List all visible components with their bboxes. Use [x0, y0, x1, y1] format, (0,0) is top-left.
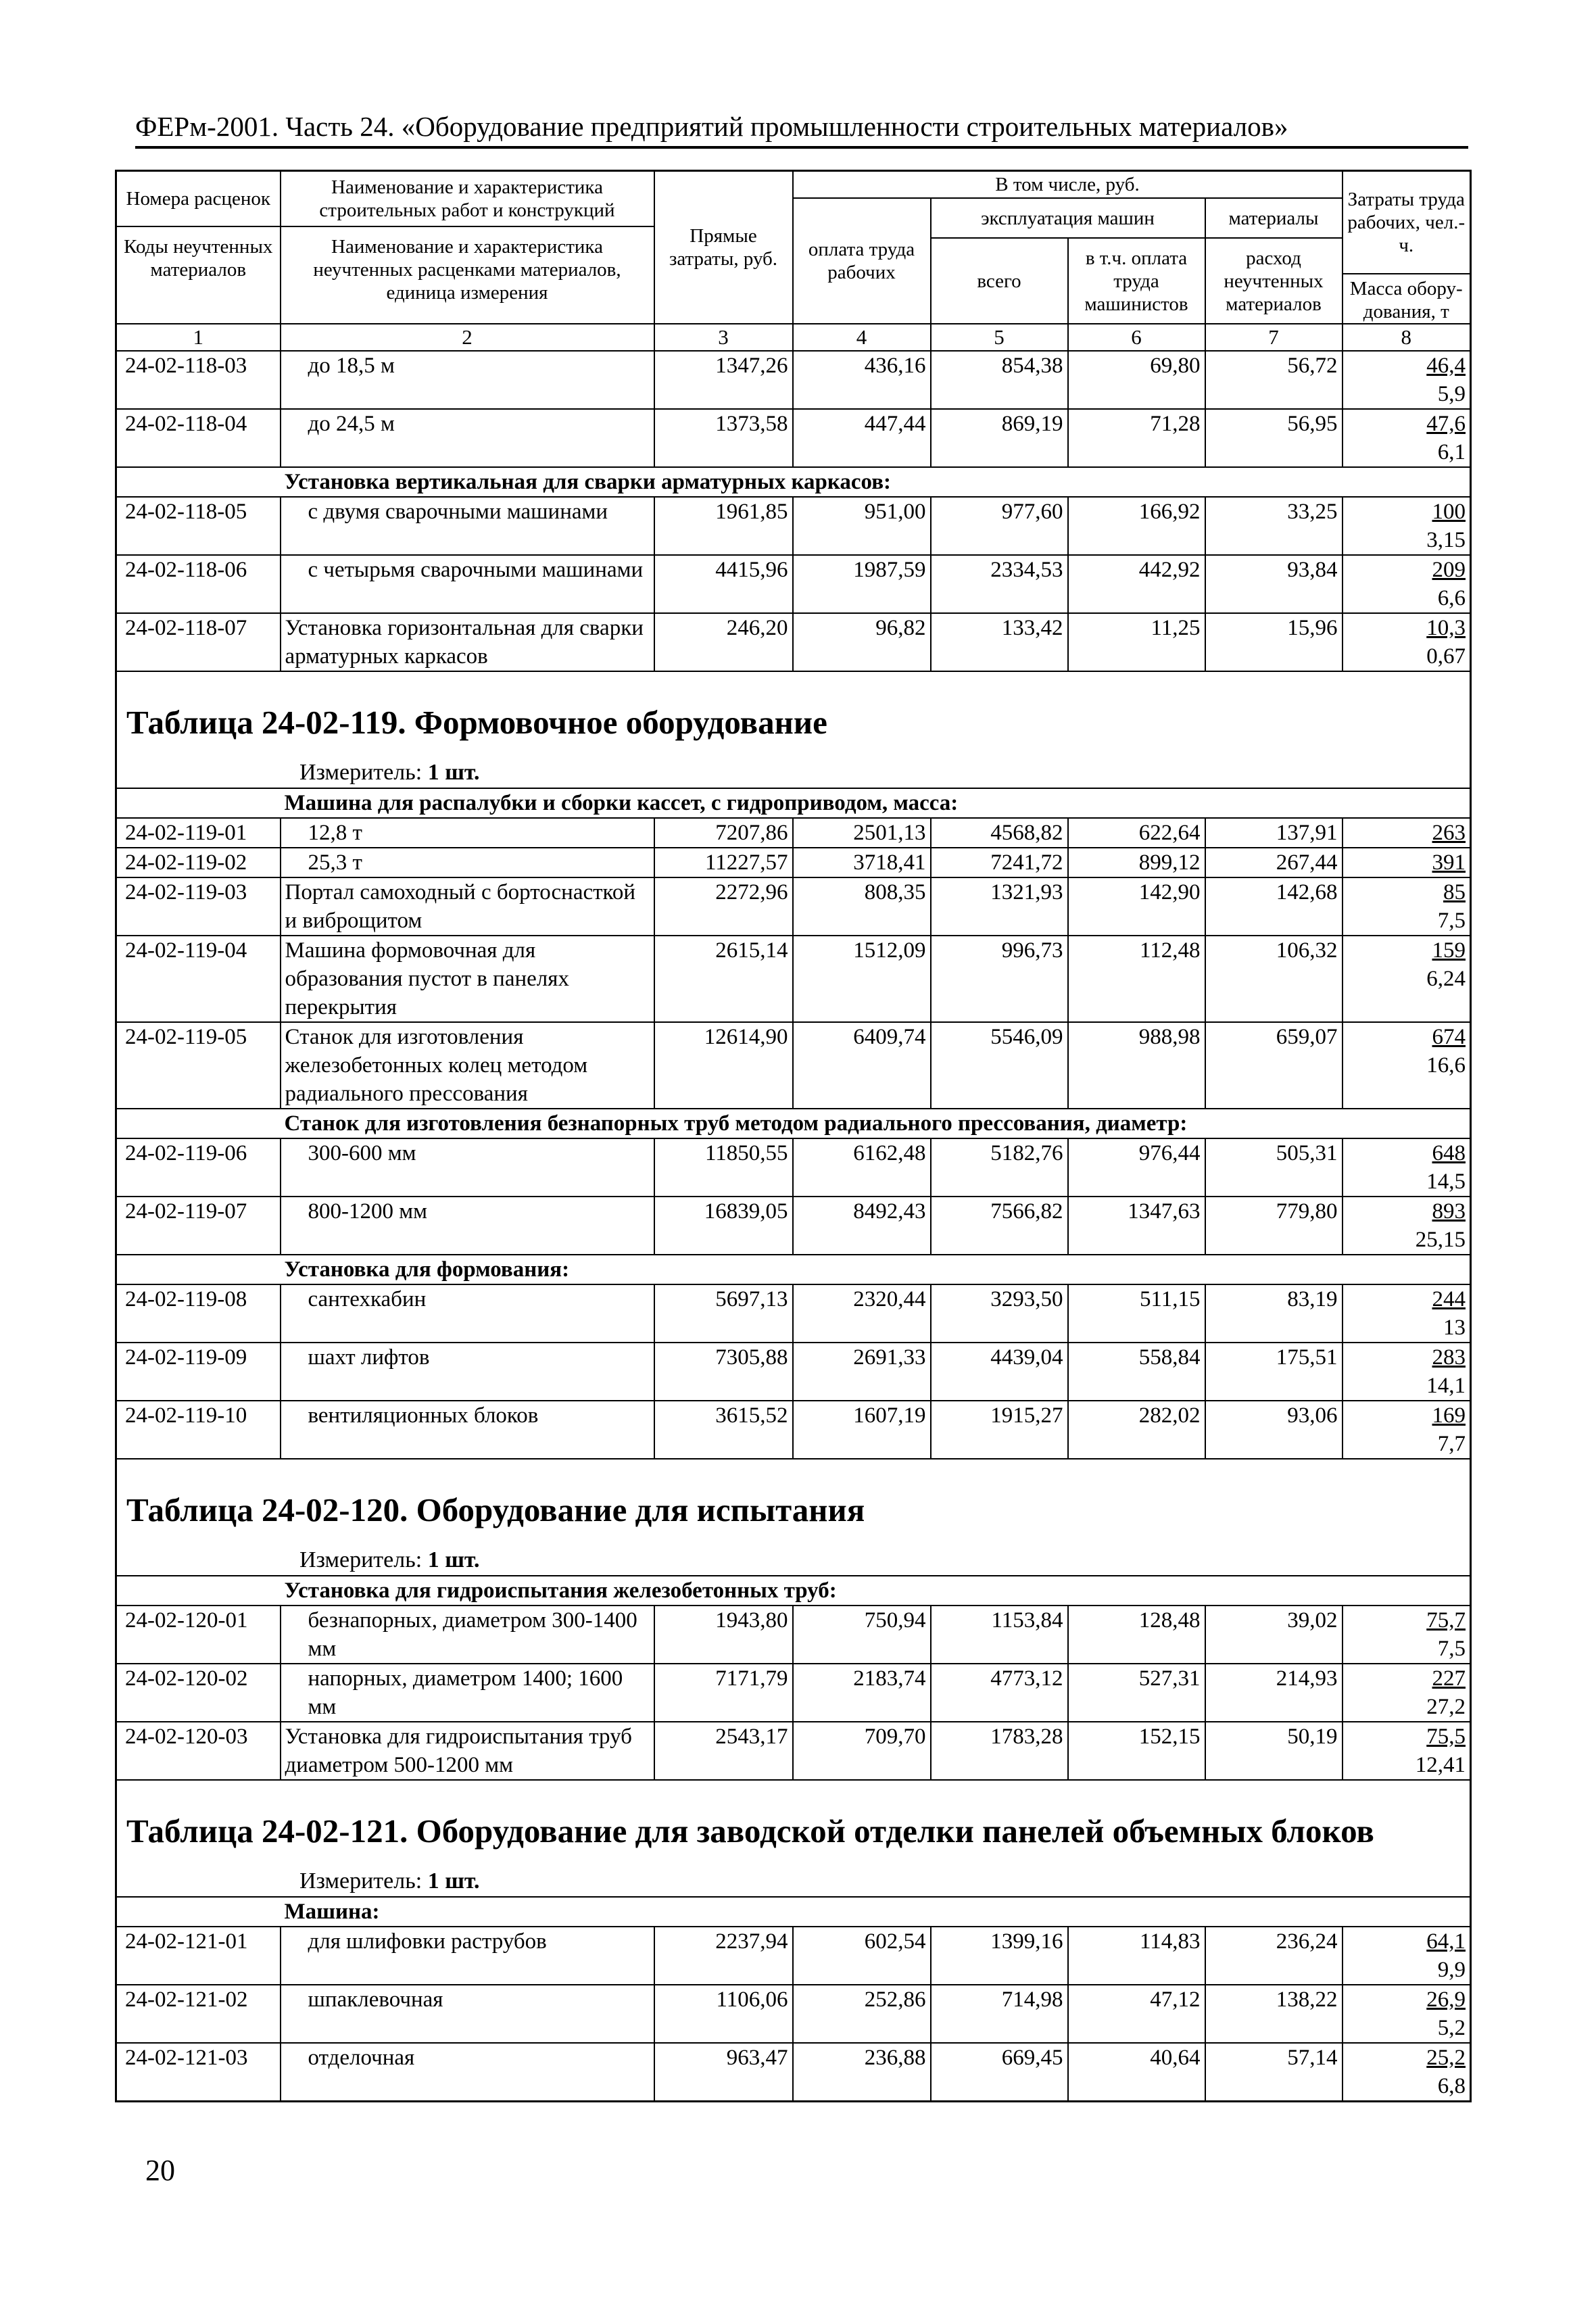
work-name: Машина формовочная для образования пустот в панелях перекрытия — [281, 936, 654, 1022]
col-num-8: 8 — [1343, 324, 1471, 351]
table-row — [116, 1022, 1471, 1109]
col8-bottom: Масса обору-дования, т — [1349, 278, 1463, 322]
labor-pay: 447,44 — [793, 409, 931, 467]
unit-cell — [116, 1865, 1471, 1897]
rate-code: 24-02-119-08 — [116, 1284, 281, 1343]
col2-header — [281, 171, 654, 324]
section-title: Машина для распалубки и сборки кассет, с гидроприводом, масса: — [281, 788, 1471, 818]
rate-code: 24-02-119-01 — [116, 818, 281, 848]
materials-cost: 505,31 — [1205, 1138, 1343, 1197]
machines-total: 1915,27 — [931, 1401, 1068, 1459]
labor-pay: 3718,41 — [793, 848, 931, 877]
machines-pay-header: в т.ч. оплата труда машинистов — [1068, 238, 1205, 324]
direct-cost: 2543,17 — [654, 1722, 793, 1780]
machines-pay: 511,15 — [1068, 1284, 1205, 1343]
labor-and-mass — [1343, 877, 1471, 936]
rate-code: 24-02-119-10 — [116, 1401, 281, 1459]
col1-top: Номера расценок — [117, 172, 280, 227]
machines-header: эксплуатация машин — [931, 198, 1205, 238]
direct-cost: 1347,26 — [654, 351, 793, 409]
machines-pay: 976,44 — [1068, 1138, 1205, 1197]
equipment-mass: 13 — [1443, 1316, 1466, 1340]
work-name: 12,8 т — [281, 818, 654, 848]
direct-cost: 246,20 — [654, 613, 793, 671]
machines-pay: 142,90 — [1068, 877, 1205, 936]
rate-code: 24-02-121-03 — [116, 2043, 281, 2102]
rate-code: 24-02-119-09 — [116, 1343, 281, 1401]
including-header: В том числе, руб. — [793, 171, 1343, 199]
work-name: вентиляционных блоков — [281, 1401, 654, 1459]
work-name: Установка для гидроиспытания труб диаметром 500-1200 мм — [281, 1722, 654, 1780]
work-name: 800-1200 мм — [281, 1197, 654, 1255]
machines-pay: 558,84 — [1068, 1343, 1205, 1401]
column-number-row — [116, 324, 1471, 351]
machines-pay: 1347,63 — [1068, 1197, 1205, 1255]
work-name: отделочная — [281, 2043, 654, 2102]
table-row — [116, 1606, 1471, 1664]
col3-header: Прямые затраты, руб. — [654, 171, 793, 324]
col-num-6: 6 — [1068, 324, 1205, 351]
table-title: Таблица 24-02-121. Оборудование для заводской отделки панелей объемных блоков — [116, 1780, 1471, 1865]
unit-label: Измеритель: — [299, 760, 422, 785]
equipment-mass: 5,2 — [1437, 2016, 1466, 2040]
labor-and-mass — [1343, 1138, 1471, 1197]
section-title: Установка для гидроиспытания железобетонных труб: — [281, 1576, 1471, 1606]
labor-hours: 227 — [1432, 1666, 1466, 1691]
unit-row — [116, 1544, 1471, 1576]
labor-and-mass — [1343, 1664, 1471, 1722]
labor-pay: 6162,48 — [793, 1138, 931, 1197]
work-name: до 24,5 м — [281, 409, 654, 467]
rate-code: 24-02-120-02 — [116, 1664, 281, 1722]
labor-and-mass — [1343, 818, 1471, 848]
materials-cost: 93,06 — [1205, 1401, 1343, 1459]
table-row — [116, 1138, 1471, 1197]
labor-pay: 2183,74 — [793, 1664, 931, 1722]
labor-hours: 391 — [1432, 850, 1466, 875]
table-row — [116, 877, 1471, 936]
work-name: с двумя сварочными машинами — [281, 497, 654, 555]
machines-pay: 128,48 — [1068, 1606, 1205, 1664]
machines-total: 7566,82 — [931, 1197, 1068, 1255]
materials-cost: 267,44 — [1205, 848, 1343, 877]
labor-and-mass — [1343, 936, 1471, 1022]
work-name: 25,3 т — [281, 848, 654, 877]
materials-cost: 214,93 — [1205, 1664, 1343, 1722]
col-num-1: 1 — [116, 324, 281, 351]
table-row — [116, 1664, 1471, 1722]
table-row — [116, 1927, 1471, 1985]
unit-value: 1 шт. — [427, 760, 480, 785]
machines-pay: 988,98 — [1068, 1022, 1205, 1109]
table-row — [116, 936, 1471, 1022]
machines-pay: 40,64 — [1068, 2043, 1205, 2102]
table-row — [116, 1343, 1471, 1401]
labor-and-mass — [1343, 497, 1471, 555]
machines-pay: 152,15 — [1068, 1722, 1205, 1780]
table-row — [116, 1197, 1471, 1255]
rate-code: 24-02-120-01 — [116, 1606, 281, 1664]
equipment-mass: 14,1 — [1426, 1374, 1466, 1398]
labor-and-mass — [1343, 1722, 1471, 1780]
work-name: для шлифовки раструбов — [281, 1927, 654, 1985]
machines-total: 669,45 — [931, 2043, 1068, 2102]
page-header: ФЕРм-2001. Часть 24. «Оборудование предприятий промышленности строительных материалов» — [135, 110, 1468, 149]
direct-cost: 12614,90 — [654, 1022, 793, 1109]
machines-total: 4773,12 — [931, 1664, 1068, 1722]
work-name: Установка горизонтальная для сварки арматурных каркасов — [281, 613, 654, 671]
labor-hours: 893 — [1432, 1199, 1466, 1224]
equipment-mass: 7,5 — [1437, 1637, 1466, 1661]
direct-cost: 963,47 — [654, 2043, 793, 2102]
labor-pay: 96,82 — [793, 613, 931, 671]
machines-total: 5546,09 — [931, 1022, 1068, 1109]
equipment-mass: 25,15 — [1415, 1228, 1466, 1252]
col8-header — [1343, 171, 1471, 324]
section-row — [116, 1576, 1471, 1606]
rate-code: 24-02-118-03 — [116, 351, 281, 409]
labor-pay: 6409,74 — [793, 1022, 931, 1109]
machines-total: 4439,04 — [931, 1343, 1068, 1401]
labor-and-mass — [1343, 1606, 1471, 1664]
labor-pay: 1512,09 — [793, 936, 931, 1022]
direct-cost: 1961,85 — [654, 497, 793, 555]
labor-and-mass — [1343, 613, 1471, 671]
direct-cost: 2615,14 — [654, 936, 793, 1022]
machines-pay: 282,02 — [1068, 1401, 1205, 1459]
labor-and-mass — [1343, 351, 1471, 409]
machines-total: 1399,16 — [931, 1927, 1068, 1985]
unit-label: Измеритель: — [299, 1868, 422, 1893]
materials-cost: 56,72 — [1205, 351, 1343, 409]
machines-pay: 114,83 — [1068, 1927, 1205, 1985]
col-num-5: 5 — [931, 324, 1068, 351]
unit-row — [116, 1865, 1471, 1897]
labor-hours: 25,2 — [1426, 2046, 1466, 2070]
work-name: сантехкабин — [281, 1284, 654, 1343]
table-row — [116, 1722, 1471, 1780]
section-title: Установка для формования: — [281, 1255, 1471, 1284]
materials-cost: 50,19 — [1205, 1722, 1343, 1780]
machines-total: 7241,72 — [931, 848, 1068, 877]
section-spacer — [116, 788, 281, 818]
table-title-row — [116, 1780, 1471, 1865]
machines-total: 4568,82 — [931, 818, 1068, 848]
rate-code: 24-02-119-04 — [116, 936, 281, 1022]
work-name: шахт лифтов — [281, 1343, 654, 1401]
equipment-mass: 5,9 — [1437, 382, 1466, 406]
rate-code: 24-02-119-03 — [116, 877, 281, 936]
direct-cost: 11850,55 — [654, 1138, 793, 1197]
materials-cost: 57,14 — [1205, 2043, 1343, 2102]
materials-cost: 106,32 — [1205, 936, 1343, 1022]
section-title: Машина: — [281, 1897, 1471, 1927]
work-name: Портал самоходный с бортоснасткой и виброщитом — [281, 877, 654, 936]
section-row — [116, 467, 1471, 497]
table-row — [116, 818, 1471, 848]
labor-hours: 100 — [1432, 500, 1466, 524]
col-num-4: 4 — [793, 324, 931, 351]
direct-cost: 4415,96 — [654, 555, 793, 613]
equipment-mass: 16,6 — [1426, 1053, 1466, 1078]
machines-total: 854,38 — [931, 351, 1068, 409]
price-table-body — [116, 171, 1471, 2102]
materials-cost: 137,91 — [1205, 818, 1343, 848]
col1-header — [116, 171, 281, 324]
materials-cost: 175,51 — [1205, 1343, 1343, 1401]
equipment-mass: 6,1 — [1437, 440, 1466, 464]
labor-and-mass — [1343, 555, 1471, 613]
direct-cost: 16839,05 — [654, 1197, 793, 1255]
work-name: 300-600 мм — [281, 1138, 654, 1197]
section-spacer — [116, 1576, 281, 1606]
labor-and-mass — [1343, 1284, 1471, 1343]
equipment-mass: 7,5 — [1437, 909, 1466, 933]
machines-pay: 69,80 — [1068, 351, 1205, 409]
labor-and-mass — [1343, 848, 1471, 877]
section-title: Установка вертикальная для сварки арматурных каркасов: — [281, 467, 1471, 497]
direct-cost: 1373,58 — [654, 409, 793, 467]
machines-pay: 527,31 — [1068, 1664, 1205, 1722]
rate-code: 24-02-119-02 — [116, 848, 281, 877]
labor-hours: 159 — [1432, 938, 1466, 963]
table-title: Таблица 24-02-120. Оборудование для испытания — [116, 1459, 1471, 1544]
direct-cost: 7171,79 — [654, 1664, 793, 1722]
machines-total: 1321,93 — [931, 877, 1068, 936]
unit-label: Измеритель: — [299, 1547, 422, 1572]
rate-code: 24-02-121-01 — [116, 1927, 281, 1985]
labor-pay: 1987,59 — [793, 555, 931, 613]
equipment-mass: 12,41 — [1415, 1753, 1466, 1777]
labor-hours: 26,9 — [1426, 1987, 1466, 2012]
equipment-mass: 14,5 — [1426, 1169, 1466, 1194]
materials-header: материалы — [1205, 198, 1343, 238]
work-name: шпаклевочная — [281, 1985, 654, 2043]
table-row — [116, 2043, 1471, 2102]
materials-cost: 236,24 — [1205, 1927, 1343, 1985]
table-row — [116, 351, 1471, 409]
materials-cost: 39,02 — [1205, 1606, 1343, 1664]
materials-cost: 659,07 — [1205, 1022, 1343, 1109]
direct-cost: 3615,52 — [654, 1401, 793, 1459]
direct-cost: 2237,94 — [654, 1927, 793, 1985]
materials-cost: 83,19 — [1205, 1284, 1343, 1343]
labor-pay: 1607,19 — [793, 1401, 931, 1459]
rate-code: 24-02-119-07 — [116, 1197, 281, 1255]
machines-total: 869,19 — [931, 409, 1068, 467]
table-row — [116, 1284, 1471, 1343]
direct-cost: 5697,13 — [654, 1284, 793, 1343]
work-name: с четырьмя сварочными машинами — [281, 555, 654, 613]
machines-total: 1783,28 — [931, 1722, 1068, 1780]
rate-code: 24-02-118-04 — [116, 409, 281, 467]
labor-and-mass — [1343, 1985, 1471, 2043]
labor-pay: 2320,44 — [793, 1284, 931, 1343]
labor-hours: 674 — [1432, 1025, 1466, 1049]
table-row — [116, 613, 1471, 671]
machines-total: 996,73 — [931, 936, 1068, 1022]
labor-hours: 263 — [1432, 821, 1466, 845]
unit-value: 1 шт. — [427, 1868, 480, 1893]
labor-hours: 10,3 — [1426, 616, 1466, 640]
page-number: 20 — [145, 2154, 175, 2187]
direct-cost: 7305,88 — [654, 1343, 793, 1401]
unit-cell — [116, 756, 1471, 788]
equipment-mass: 6,6 — [1437, 586, 1466, 610]
materials-cost: 33,25 — [1205, 497, 1343, 555]
labor-pay: 252,86 — [793, 1985, 931, 2043]
labor-and-mass — [1343, 2043, 1471, 2102]
labor-and-mass — [1343, 1197, 1471, 1255]
unit-value: 1 шт. — [427, 1547, 480, 1572]
col-num-2: 2 — [281, 324, 654, 351]
machines-pay: 622,64 — [1068, 818, 1205, 848]
table-row — [116, 497, 1471, 555]
labor-pay: 8492,43 — [793, 1197, 931, 1255]
labor-pay: 750,94 — [793, 1606, 931, 1664]
labor-hours: 169 — [1432, 1403, 1466, 1428]
equipment-mass: 6,24 — [1426, 967, 1466, 991]
labor-hours: 85 — [1443, 880, 1466, 904]
machines-total: 714,98 — [931, 1985, 1068, 2043]
unit-cell — [116, 1544, 1471, 1576]
materials-cost: 138,22 — [1205, 1985, 1343, 2043]
col-num-3: 3 — [654, 324, 793, 351]
equipment-mass: 0,67 — [1426, 644, 1466, 669]
table-row — [116, 1401, 1471, 1459]
labor-pay: 951,00 — [793, 497, 931, 555]
table-row — [116, 409, 1471, 467]
labor-hours: 244 — [1432, 1287, 1466, 1311]
labor-and-mass — [1343, 409, 1471, 467]
section-row — [116, 1109, 1471, 1138]
rate-code: 24-02-119-06 — [116, 1138, 281, 1197]
rate-code: 24-02-118-06 — [116, 555, 281, 613]
machines-total: 977,60 — [931, 497, 1068, 555]
labor-header: оплата труда рабочих — [793, 198, 931, 324]
direct-cost: 2272,96 — [654, 877, 793, 936]
labor-hours: 209 — [1432, 558, 1466, 582]
labor-hours: 75,7 — [1426, 1608, 1466, 1633]
machines-pay: 11,25 — [1068, 613, 1205, 671]
machines-total: 3293,50 — [931, 1284, 1068, 1343]
equipment-mass: 27,2 — [1426, 1695, 1466, 1719]
rate-code: 24-02-120-03 — [116, 1722, 281, 1780]
labor-pay: 2691,33 — [793, 1343, 931, 1401]
work-name: до 18,5 м — [281, 351, 654, 409]
materials-cost: 779,80 — [1205, 1197, 1343, 1255]
header-row — [116, 171, 1471, 199]
equipment-mass: 9,9 — [1437, 1958, 1466, 1982]
equipment-mass: 6,8 — [1437, 2074, 1466, 2098]
labor-and-mass — [1343, 1401, 1471, 1459]
labor-and-mass — [1343, 1927, 1471, 1985]
equipment-mass: 3,15 — [1426, 528, 1466, 552]
direct-cost: 1106,06 — [654, 1985, 793, 2043]
machines-total: 5182,76 — [931, 1138, 1068, 1197]
materials-cost: 93,84 — [1205, 555, 1343, 613]
table-title-row — [116, 1459, 1471, 1544]
section-spacer — [116, 1109, 281, 1138]
labor-hours: 46,4 — [1426, 354, 1466, 378]
machines-total: 1153,84 — [931, 1606, 1068, 1664]
work-name: напорных, диаметром 1400; 1600 мм — [281, 1664, 654, 1722]
section-spacer — [116, 1255, 281, 1284]
section-title: Станок для изготовления безнапорных труб методом радиального прессования, диаметр: — [281, 1109, 1471, 1138]
table-row — [116, 555, 1471, 613]
labor-hours: 648 — [1432, 1141, 1466, 1165]
table-row — [116, 1985, 1471, 2043]
price-table — [115, 170, 1472, 2102]
materials-cost: 56,95 — [1205, 409, 1343, 467]
unit-row — [116, 756, 1471, 788]
work-name: безнапорных, диаметром 300-1400 мм — [281, 1606, 654, 1664]
rate-code: 24-02-118-07 — [116, 613, 281, 671]
col8-top: Затраты труда рабочих, чел.-ч. — [1343, 172, 1470, 274]
machines-total: 133,42 — [931, 613, 1068, 671]
labor-pay: 436,16 — [793, 351, 931, 409]
section-spacer — [116, 1897, 281, 1927]
rate-code: 24-02-119-05 — [116, 1022, 281, 1109]
col1-bottom: Коды неучтенных материалов — [124, 236, 273, 281]
section-spacer — [116, 467, 281, 497]
direct-cost: 1943,80 — [654, 1606, 793, 1664]
materials-cost: 142,68 — [1205, 877, 1343, 936]
equipment-mass: 7,7 — [1437, 1432, 1466, 1456]
machines-pay: 112,48 — [1068, 936, 1205, 1022]
machines-pay: 47,12 — [1068, 1985, 1205, 2043]
labor-pay: 709,70 — [793, 1722, 931, 1780]
labor-pay: 602,54 — [793, 1927, 931, 1985]
rate-code: 24-02-118-05 — [116, 497, 281, 555]
section-row — [116, 1897, 1471, 1927]
labor-hours: 283 — [1432, 1345, 1466, 1370]
table-title-row — [116, 671, 1471, 756]
materials-sub-header: расход неучтенных материалов — [1205, 238, 1343, 324]
labor-pay: 2501,13 — [793, 818, 931, 848]
machines-pay: 166,92 — [1068, 497, 1205, 555]
labor-and-mass — [1343, 1343, 1471, 1401]
machines-pay: 71,28 — [1068, 409, 1205, 467]
labor-hours: 47,6 — [1426, 412, 1466, 436]
labor-pay: 236,88 — [793, 2043, 931, 2102]
direct-cost: 7207,86 — [654, 818, 793, 848]
labor-hours: 64,1 — [1426, 1929, 1466, 1954]
materials-cost: 15,96 — [1205, 613, 1343, 671]
table-title: Таблица 24-02-119. Формовочное оборудование — [116, 671, 1471, 756]
direct-cost: 11227,57 — [654, 848, 793, 877]
machines-pay: 442,92 — [1068, 555, 1205, 613]
section-row — [116, 788, 1471, 818]
labor-and-mass — [1343, 1022, 1471, 1109]
labor-hours: 75,5 — [1426, 1724, 1466, 1749]
machines-total-header: всего — [931, 238, 1068, 324]
work-name: Станок для изготовления железобетонных колец методом радиального прессования — [281, 1022, 654, 1109]
col2-bottom: Наименование и характеристика неучтенных расценками материалов, единица измерения — [313, 236, 621, 304]
machines-pay: 899,12 — [1068, 848, 1205, 877]
table-row — [116, 848, 1471, 877]
rate-code: 24-02-121-02 — [116, 1985, 281, 2043]
section-row — [116, 1255, 1471, 1284]
col2-top: Наименование и характеристика строительных работ и конструкций — [281, 172, 654, 227]
labor-pay: 808,35 — [793, 877, 931, 936]
machines-total: 2334,53 — [931, 555, 1068, 613]
col-num-7: 7 — [1205, 324, 1343, 351]
